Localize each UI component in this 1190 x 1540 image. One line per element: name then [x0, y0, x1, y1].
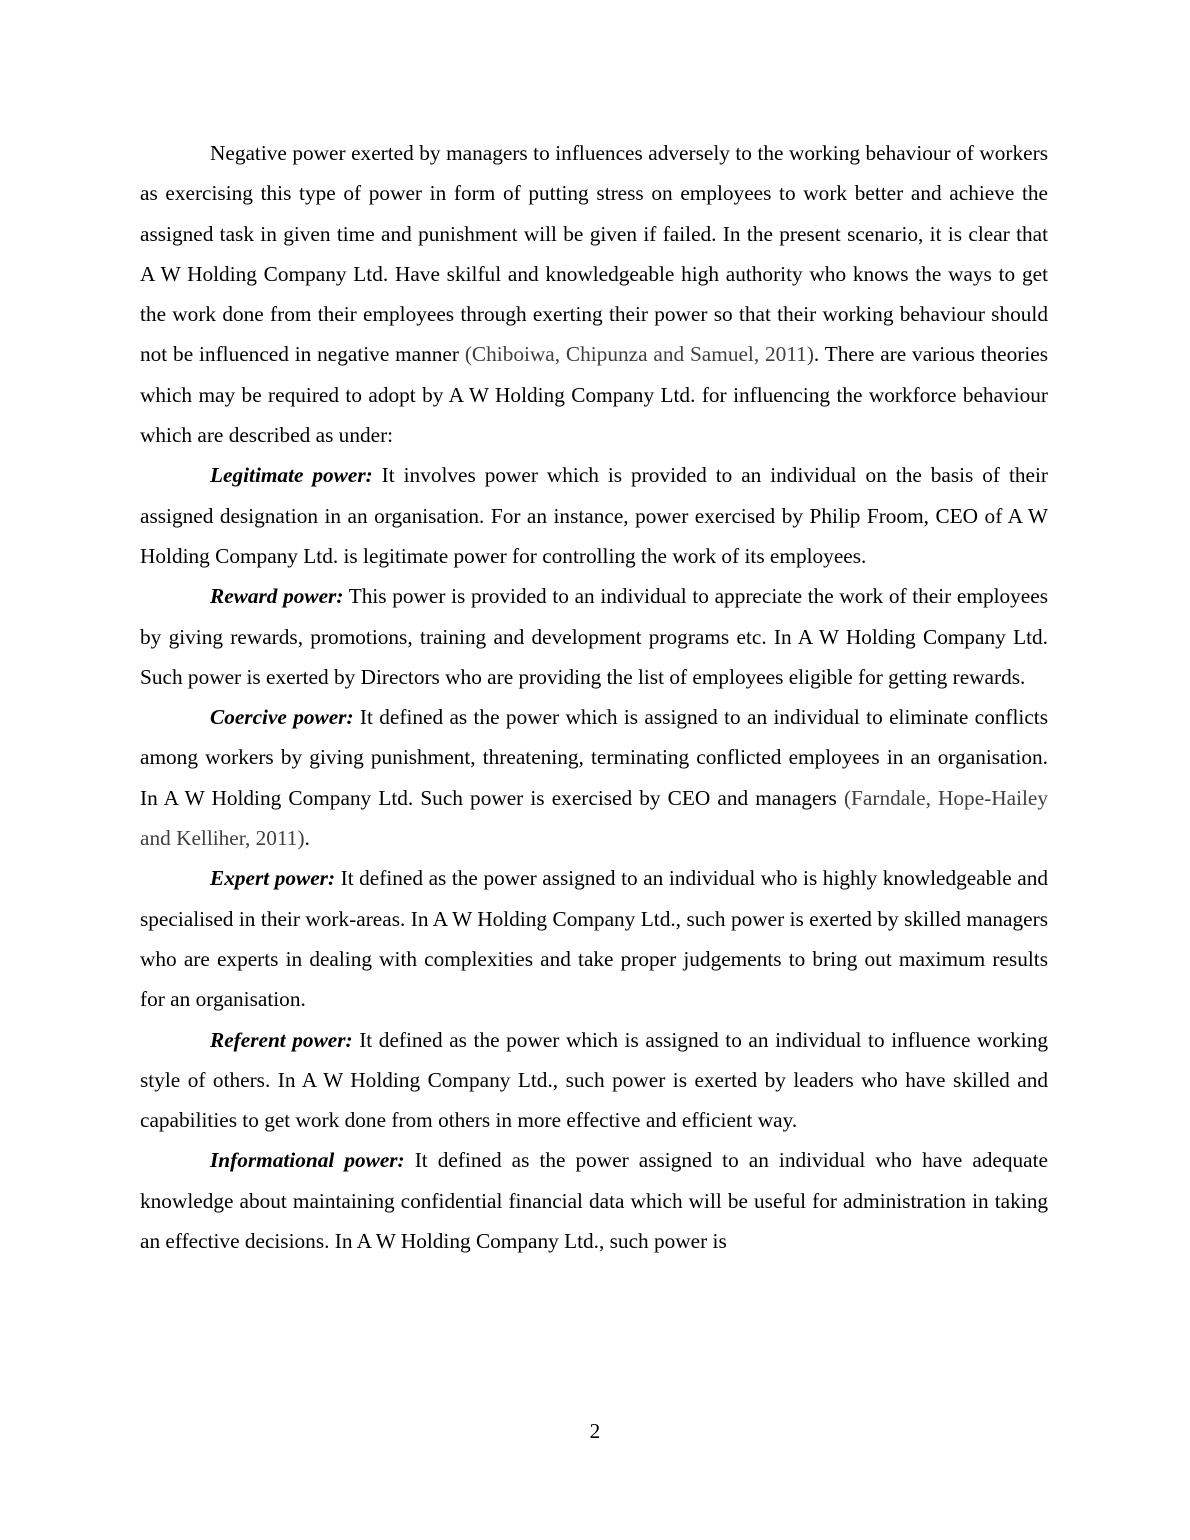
term-referent-power: Referent power:	[210, 1027, 353, 1052]
citation-farndale: (Farndale, Hope-Hailey and Kelliher, 2011)	[140, 785, 1049, 851]
term-coercive-power: Coercive power:	[210, 705, 354, 730]
paragraph-reward-power	[140, 576, 1048, 697]
term-reward-power: Reward power:	[210, 584, 344, 609]
intro-text: Negative power exerted by managers to influences adversely to the working behaviour of workers as exercising this type of power in form of putting stress on employees to work better and achieve the assigned task in given time and punishment will be given if failed. In the present scenario, it is clear that A W Holding Company Ltd. Have skilful and knowledgeable high authority who knows the ways to get the work done from their employees through exerting their power so that their working behaviour should not be influenced in negative manner	[140, 141, 1048, 367]
paragraph-intro	[140, 133, 1048, 455]
page-number: 2	[589, 1419, 601, 1443]
citation-chiboiwa: (Chiboiwa, Chipunza and Samuel, 2011)	[464, 342, 814, 367]
paragraph-legitimate-power	[140, 455, 1048, 576]
term-expert-power: Expert power:	[210, 866, 336, 891]
intro-text-continued: . There are various theories which may be required to adopt by A W Holding Company Ltd. for influencing the workforce behaviour which are described as under:	[140, 342, 1049, 448]
referent-power-text: It defined as the power which is assigned to an individual to influence working style of others. In A W Holding Company Ltd., such power is exerted by leaders who have skilled and capabilities to get work done from others in more effective and efficient way.	[140, 1027, 1048, 1133]
legitimate-power-text: It involves power which is provided to an individual on the basis of their assigned designation in an organisation. For an instance, power exercised by Philip Froom, CEO of A W Holding Company Ltd. is legitimate power for controlling the work of its employees.	[140, 463, 1048, 568]
coercive-power-text-end: .	[304, 826, 310, 851]
paragraph-expert-power	[140, 858, 1048, 1019]
paragraph-coercive-power	[140, 697, 1048, 858]
term-informational-power: Informational power:	[210, 1148, 405, 1173]
body-text	[140, 133, 1048, 1261]
reward-power-text: This power is provided to an individual to appreciate the work of their employees by giving rewards, promotions, training and development programs etc. In A W Holding Company Ltd. Such power is exerted by Directors who are providing the list of employees eligible for getting rewards.	[140, 584, 1049, 689]
term-legitimate-power: Legitimate power:	[210, 463, 373, 488]
coercive-power-text: It defined as the power which is assigned to an individual to eliminate conflicts among workers by giving punishment, threatening, terminating conflicted employees in an organisation. In A W Holding Company Ltd. Such power is exercised by CEO and managers	[140, 705, 1049, 810]
expert-power-text: It defined as the power assigned to an individual who is highly knowledgeable and specialised in their work-areas. In A W Holding Company Ltd., such power is exerted by skilled managers who are experts in dealing with complexities and take proper judgements to bring out maximum results for an organisation.	[140, 866, 1048, 1012]
paragraph-referent-power	[140, 1020, 1048, 1141]
paragraph-informational-power	[140, 1140, 1048, 1261]
informational-power-text: It defined as the power assigned to an individual who have adequate knowledge about maintaining confidential financial data which will be useful for administration in taking an effective decisions. In A W Holding Company Ltd., such power is	[140, 1148, 1048, 1254]
